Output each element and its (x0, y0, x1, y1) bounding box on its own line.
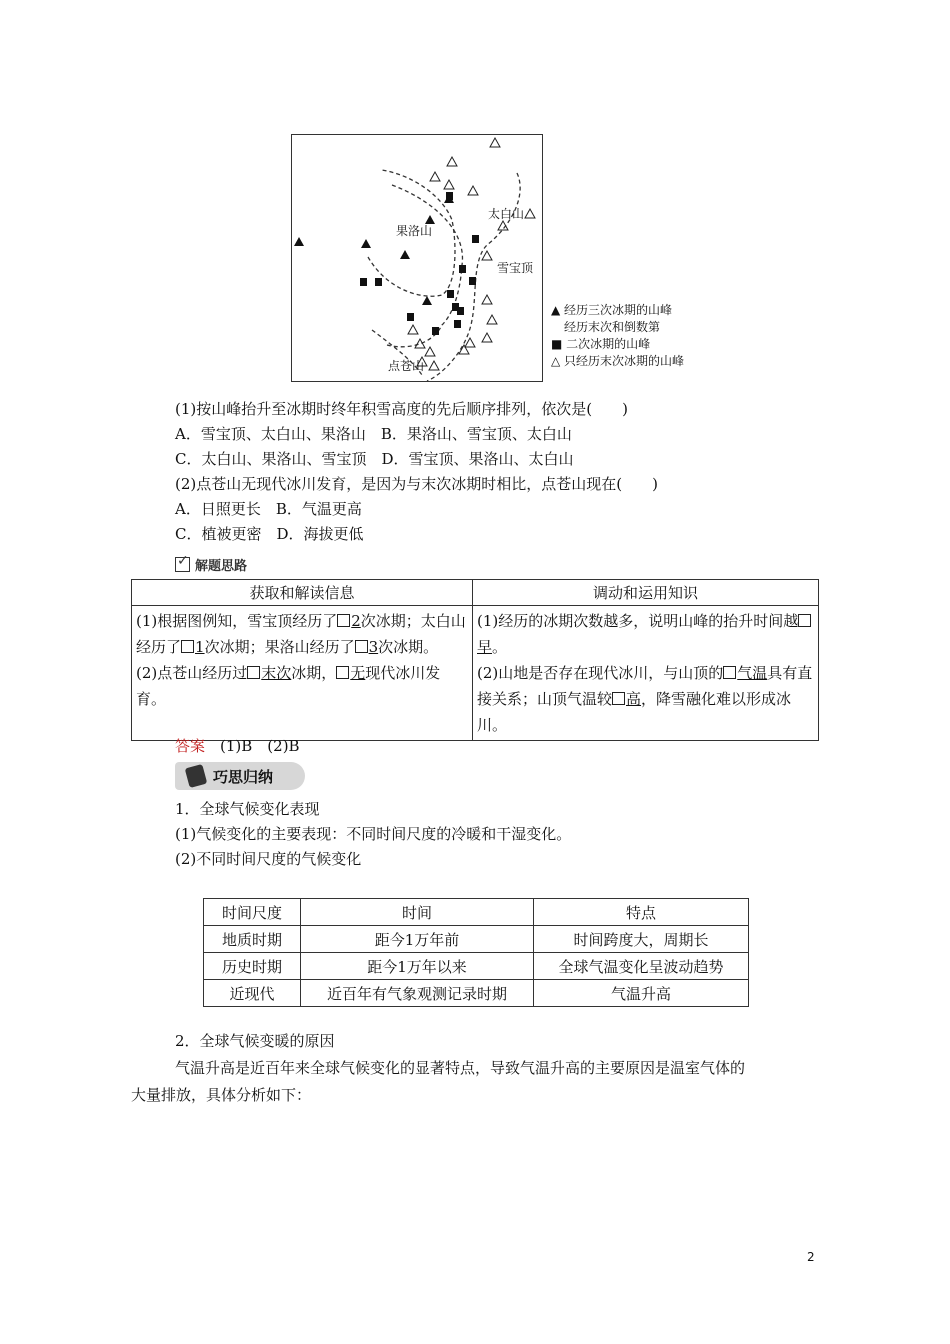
legend-three-text: 经历三次冰期的山峰 (564, 303, 673, 317)
left-text-1b: 次冰期；太白山经历了 (136, 612, 466, 656)
blank-box-icon (247, 666, 260, 679)
answer-text: (1)B (2)B (220, 737, 300, 755)
table-row (204, 980, 749, 1007)
left-text-2b: 冰期， (291, 664, 337, 682)
right-text-1b: 。 (492, 638, 508, 656)
table-row (204, 926, 749, 953)
summary-section-1-2: (2)不同时间尺度的气候变化 (175, 850, 362, 868)
right-text-1a: (1)经历的冰期次数越多，说明山峰的抬升时间越 (477, 612, 799, 630)
label-taibai: 太白山 (488, 207, 525, 221)
map-legend (551, 302, 684, 370)
right-blank-2: 气温 (737, 664, 768, 682)
right-text-2c: ，降雪融化难以形成冰川。 (477, 690, 792, 734)
blank-box-icon (181, 640, 194, 653)
left-text-1c: 次冰期；果洛山经历了 (204, 638, 355, 656)
summary-section-1: 1．全球气候变化表现 (175, 800, 320, 818)
table-cell: 全球气温变化呈波动趋势 (534, 953, 749, 980)
two-glacier-peaks (360, 192, 479, 335)
question-1: (1)按山峰抬升至冰期时终年积雪高度的先后顺序排列，依次是( ) (175, 400, 628, 418)
legend-two-text2: 二次冰期的山峰 (566, 337, 651, 351)
left-text-1a: (1)根据图例知，雪宝顶经历了 (136, 612, 338, 630)
left-blank-5: 无 (350, 664, 366, 682)
table-cell: 地质时期 (204, 926, 301, 953)
pen-icon (185, 764, 208, 788)
summary-banner-text: 巧思归纳 (213, 767, 274, 786)
summary-section-2-para-2: 大量排放，具体分析如下： (131, 1086, 312, 1104)
climate-table (203, 898, 749, 1007)
blank-box-icon (355, 640, 368, 653)
question-1-options-cd: C．太白山、果洛山、雪宝顶 D．雪宝顶、果洛山、太白山 (175, 450, 574, 468)
label-guoluo: 果洛山 (396, 224, 433, 238)
page-number: 2 (807, 1250, 815, 1264)
legend-two-b: ■ 二次冰期的山峰 (551, 337, 651, 351)
right-blank-1: 早 (477, 638, 493, 656)
left-blank-4: 末次 (261, 664, 292, 682)
question-1-options-ab: A．雪宝顶、太白山、果洛山 B．果洛山、雪宝顶、太白山 (175, 425, 572, 443)
left-text-2a: (2)点苍山经历过 (136, 664, 248, 682)
legend-one-text: 只经历末次冰期的山峰 (564, 354, 685, 368)
glacier-map (291, 134, 543, 382)
table-cell: 距今1万年前 (301, 926, 534, 953)
left-text-2c: 现代冰川发育。 (136, 664, 441, 708)
right-blank-3: 高 (626, 690, 642, 708)
thinking-banner (175, 555, 247, 574)
climate-header-feature: 特点 (534, 899, 749, 926)
blank-box-icon (723, 666, 736, 679)
three-glacier-peaks (294, 194, 454, 305)
thinking-left-cell (132, 606, 473, 741)
table-cell: 历史时期 (204, 953, 301, 980)
thinking-header-right: 调动和运用知识 (473, 580, 819, 606)
climate-header-time: 时间 (301, 899, 534, 926)
table-cell: 近现代 (204, 980, 301, 1007)
summary-section-2-para-1: 气温升高是近百年来全球气候变化的显著特点，导致气温升高的主要原因是温室气体的 (175, 1059, 746, 1077)
blank-box-icon (798, 614, 811, 627)
summary-section-2: 2．全球气候变暖的原因 (175, 1032, 335, 1050)
left-blank-1: 2 (351, 612, 361, 630)
question-2-options-ab: A．日照更长 B．气温更高 (175, 500, 362, 518)
legend-two-text1: 经历末次和倒数第 (564, 320, 661, 334)
legend-three: ▲ 经历三次冰期的山峰 (551, 303, 673, 317)
climate-header-scale: 时间尺度 (204, 899, 301, 926)
map-drawing (292, 135, 542, 381)
table-cell: 气温升高 (534, 980, 749, 1007)
label-xuebao: 雪宝顶 (497, 261, 534, 275)
table-cell: 近百年有气象观测记录时期 (301, 980, 534, 1007)
table-cell: 时间跨度大，周期长 (534, 926, 749, 953)
left-text-1d: 次冰期。 (378, 638, 439, 656)
legend-two (551, 319, 684, 336)
table-cell: 距今1万年以来 (301, 953, 534, 980)
thinking-right-cell (473, 606, 819, 741)
left-blank-2: 1 (195, 638, 205, 656)
table-row (204, 953, 749, 980)
answer-label: 答案 (175, 737, 206, 755)
answer-line (175, 734, 300, 758)
label-diancang: 点苍山 (388, 359, 425, 373)
thinking-table (131, 579, 819, 741)
legend-one: △ 只经历末次冰期的山峰 (551, 354, 685, 368)
checkbox-icon (175, 557, 190, 572)
right-text-2b: 具有直接关系；山顶气温较 (477, 664, 813, 708)
right-text-2a: (2)山地是否存在现代冰川，与山顶的 (477, 664, 724, 682)
question-2: (2)点苍山无现代冰川发育，是因为与末次冰期时相比，点苍山现在( ) (175, 475, 658, 493)
blank-box-icon (612, 692, 625, 705)
question-2-options-cd: C．植被更密 D．海拔更低 (175, 525, 364, 543)
one-glacier-peaks (408, 138, 535, 370)
left-blank-3: 3 (368, 638, 379, 656)
summary-section-1-1: (1)气候变化的主要表现：不同时间尺度的冷暖和干湿变化。 (175, 825, 572, 843)
thinking-banner-text: 解题思路 (195, 559, 248, 574)
blank-box-icon (337, 614, 350, 627)
summary-banner (175, 762, 305, 790)
thinking-header-left: 获取和解读信息 (132, 580, 473, 606)
blank-box-icon (336, 666, 349, 679)
